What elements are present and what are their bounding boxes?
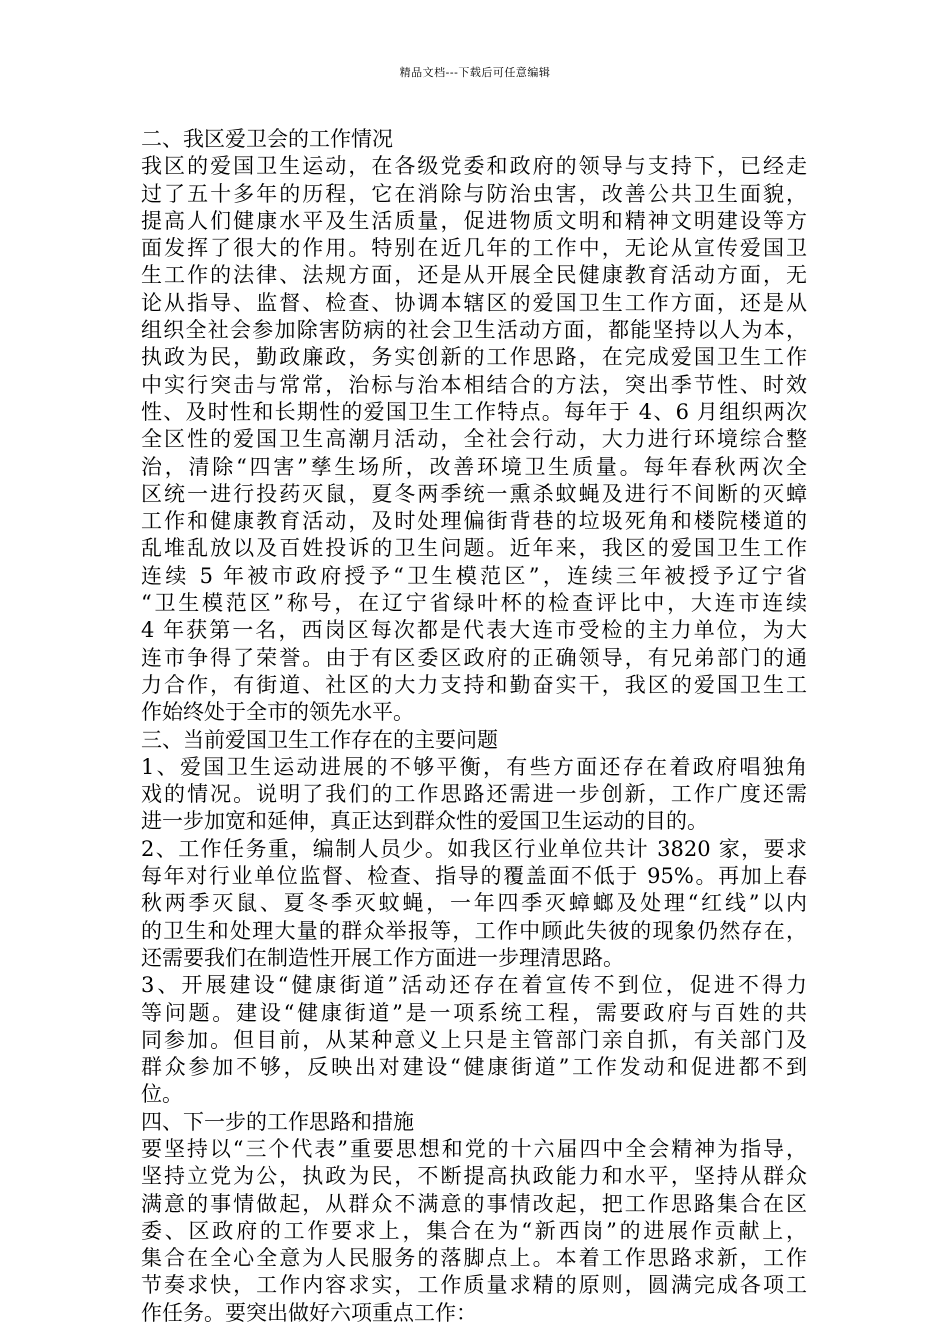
text-line: 组织全社会参加除害防病的社会卫生活动方面，都能坚持以人为本， — [141, 318, 807, 343]
text-line: 提高人们健康水平及生活质量，促进物质文明和精神文明建设等方 — [141, 208, 807, 233]
text-line: 群众参加不够，反映出对建设“健康街道”工作发动和促进都不到 — [141, 1055, 807, 1080]
text-line: 同参加。但目前，从某种意义上只是主管部门亲自抓，有关部门及 — [141, 1027, 807, 1052]
text-line: 过了五十多年的历程，它在消除与防治虫害，改善公共卫生面貌， — [141, 181, 807, 206]
text-line: 性、及时性和长期性的爱国卫生工作特点。每年于 4、6 月组织两次 — [141, 399, 807, 424]
text-line: 连市争得了荣誉。由于有区委区政府的正确领导，有兄弟部门的通 — [141, 645, 807, 670]
text-line: 力合作，有街道、社区的大力支持和勤奋实干，我区的爱国卫生工 — [141, 672, 807, 697]
text-line: 面发挥了很大的作用。特别在近几年的工作中，无论从宣传爱国卫 — [141, 236, 807, 261]
text-line: 节奏求快，工作内容求实，工作质量求精的原则，圆满完成各项工 — [141, 1273, 807, 1298]
text-line: 区统一进行投药灭鼠，夏冬两季统一熏杀蚊蝇及进行不间断的灭蟑 — [141, 481, 807, 506]
text-line: 3、开展建设“健康街道”活动还存在着宣传不到位，促进不得力 — [141, 973, 807, 998]
text-line: 中实行突击与常常，治标与治本相结合的方法，突出季节性、时效 — [141, 372, 807, 397]
text-line: 的卫生和处理大量的群众举报等，工作中顾此失彼的现象仍然存在， — [141, 918, 807, 943]
text-line: 集合在全心全意为人民服务的落脚点上。本着工作思路求新，工作 — [141, 1246, 807, 1271]
text-line: 位。 — [141, 1082, 183, 1107]
text-line: 委、区政府的工作要求上，集合在为“新西岗”的进展作贡献上， — [141, 1218, 807, 1243]
text-line: 2、工作任务重，编制人员少。如我区行业单位共计 3820 家，要求 — [141, 836, 807, 861]
text-line: 坚持立党为公，执政为民，不断提高执政能力和水平，坚持从群众 — [141, 1164, 807, 1189]
text-line: 执政为民，勤政廉政，务实创新的工作思路，在完成爱国卫生工作 — [141, 345, 807, 370]
text-line: 工作和健康教育活动，及时处理偏街背巷的垃圾死角和楼院楼道的 — [141, 509, 807, 534]
text-line: 四、下一步的工作思路和措施 — [141, 1109, 414, 1134]
text-line: 1、爱国卫生运动进展的不够平衡，有些方面还存在着政府唱独角 — [141, 754, 807, 779]
text-line: 生工作的法律、法规方面，还是从开展全民健康教育活动方面，无 — [141, 263, 807, 288]
text-line: 我区的爱国卫生运动，在各级党委和政府的领导与支持下，已经走 — [141, 154, 807, 179]
text-line: 治，清除“四害”孳生场所，改善环境卫生质量。每年春秋两次全 — [141, 454, 807, 479]
page-header: 精品文档---下载后可任意编辑 — [399, 66, 551, 79]
text-line: 论从指导、监督、检查、协调本辖区的爱国卫生工作方面，还是从 — [141, 290, 807, 315]
text-line: 还需要我们在制造性开展工作方面进一步理清思路。 — [141, 945, 624, 970]
text-line: 乱堆乱放以及百姓投诉的卫生问题。近年来，我区的爱国卫生工作 — [141, 536, 807, 561]
text-line: 要坚持以“三个代表”重要思想和党的十六届四中全会精神为指导， — [141, 1136, 807, 1161]
document-body — [141, 126, 807, 1327]
text-line: 三、当前爱国卫生工作存在的主要问题 — [141, 727, 498, 752]
text-line: 每年对行业单位监督、检查、指导的覆盖面不低于 95%。再加上春 — [141, 864, 807, 889]
text-line: 作任务。要突出做好六项重点工作： — [141, 1300, 477, 1325]
text-line: 4 年获第一名，西岗区每次都是代表大连市受检的主力单位，为大 — [141, 618, 807, 643]
text-line: 作始终处于全市的领先水平。 — [141, 700, 414, 725]
text-line: 二、我区爱卫会的工作情况 — [141, 127, 393, 151]
text-line: 满意的事情做起，从群众不满意的事情改起，把工作思路集合在区 — [141, 1191, 807, 1216]
text-line: 全区性的爱国卫生高潮月活动，全社会行动，大力进行环境综合整 — [141, 427, 807, 452]
text-line: 秋两季灭鼠、夏冬季灭蚊蝇，一年四季灭蟑螂及处理“红线”以内 — [141, 891, 807, 916]
text-line: 等问题。建设“健康街道”是一项系统工程，需要政府与百姓的共 — [141, 1000, 807, 1025]
text-line: 进一步加宽和延伸，真正达到群众性的爱国卫生运动的目的。 — [141, 809, 708, 834]
text-line: “卫生模范区”称号，在辽宁省绿叶杯的检查评比中，大连市连续 — [141, 591, 807, 616]
text-line: 戏的情况。说明了我们的工作思路还需进一步创新，工作广度还需 — [141, 782, 807, 807]
text-line: 连续 5 年被市政府授予“卫生模范区”，连续三年被授予辽宁省 — [141, 563, 807, 588]
